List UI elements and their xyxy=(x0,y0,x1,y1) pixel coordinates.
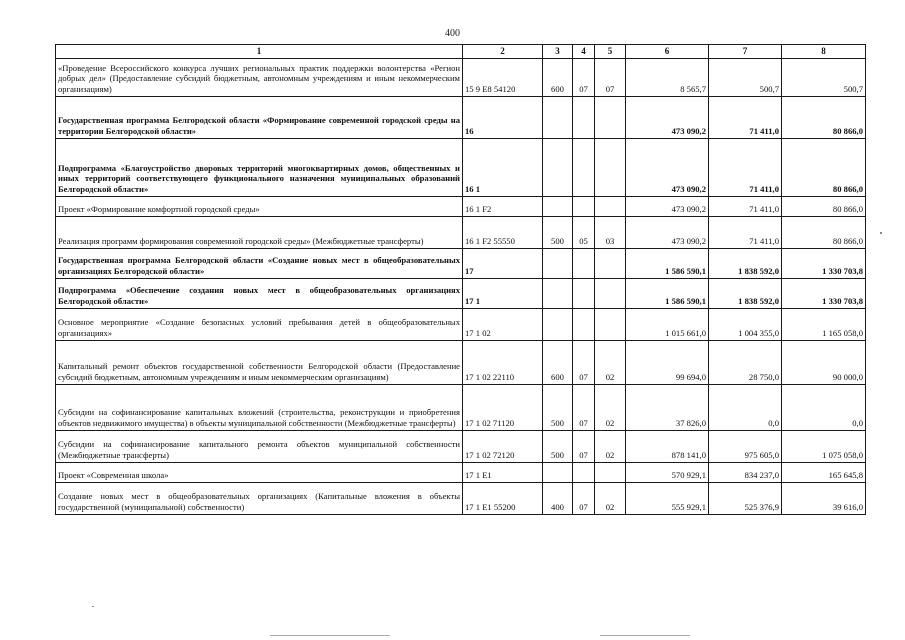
row-section: 07 xyxy=(573,384,595,430)
row-section: 07 xyxy=(573,482,595,514)
row-amount-year-2: 1 004 355,0 xyxy=(709,308,782,340)
header-col-5: 5 xyxy=(595,45,626,59)
row-amount-year-1: 37 826,0 xyxy=(626,384,709,430)
header-col-2: 2 xyxy=(463,45,543,59)
row-section: 05 xyxy=(573,216,595,248)
row-amount-year-1: 473 090,2 xyxy=(626,196,709,216)
row-description: Капитальный ремонт объектов государственной собственности Белгородской области (Предоставление субсидий бюджетным, автономным учреждениям и иным некоммерческим организациям) xyxy=(56,340,463,384)
row-amount-year-3: 1 330 703,8 xyxy=(782,248,866,278)
row-description: Основное мероприятие «Создание безопасных условий пребывания детей в общеобразовательных организациях» xyxy=(56,308,463,340)
row-description: Проект «Современная школа» xyxy=(56,462,463,482)
row-amount-year-3: 80 866,0 xyxy=(782,196,866,216)
row-amount-year-2: 28 750,0 xyxy=(709,340,782,384)
row-subsection xyxy=(595,138,626,196)
row-code: 16 1 F2 xyxy=(463,196,543,216)
row-amount-year-1: 555 929,1 xyxy=(626,482,709,514)
table-row xyxy=(56,216,866,248)
row-amount-year-1: 878 141,0 xyxy=(626,430,709,462)
row-amount-year-3: 80 866,0 xyxy=(782,138,866,196)
table-row xyxy=(56,138,866,196)
row-amount-year-1: 570 929,1 xyxy=(626,462,709,482)
row-code: 15 9 Е8 54120 xyxy=(463,58,543,96)
row-amount-year-2: 71 411,0 xyxy=(709,196,782,216)
row-subsection: 02 xyxy=(595,384,626,430)
row-expense-type xyxy=(543,96,573,138)
row-code: 17 1 02 xyxy=(463,308,543,340)
row-expense-type: 500 xyxy=(543,216,573,248)
header-col-4: 4 xyxy=(573,45,595,59)
row-code: 17 1 02 71120 xyxy=(463,384,543,430)
table-row xyxy=(56,482,866,514)
row-code: 17 1 E1 xyxy=(463,462,543,482)
row-section: 07 xyxy=(573,340,595,384)
page-number: 400 xyxy=(445,28,460,39)
row-subsection xyxy=(595,196,626,216)
row-amount-year-2: 0,0 xyxy=(709,384,782,430)
row-section xyxy=(573,138,595,196)
row-expense-type xyxy=(543,308,573,340)
row-amount-year-2: 834 237,0 xyxy=(709,462,782,482)
row-amount-year-2: 71 411,0 xyxy=(709,216,782,248)
row-amount-year-2: 525 376,9 xyxy=(709,482,782,514)
row-expense-type xyxy=(543,248,573,278)
table-row xyxy=(56,308,866,340)
table-row xyxy=(56,196,866,216)
row-expense-type: 400 xyxy=(543,482,573,514)
table-row xyxy=(56,462,866,482)
row-subsection xyxy=(595,462,626,482)
row-description: «Проведение Всероссийского конкурса лучших региональных практик поддержки волонтерства «Регион добрых дел» (Предоставление субсидий бюджетным, автономным учреждениям и иным некоммерческим организациям) xyxy=(56,58,463,96)
row-code: 17 xyxy=(463,248,543,278)
table-row xyxy=(56,96,866,138)
row-amount-year-1: 473 090,2 xyxy=(626,138,709,196)
header-col-6: 6 xyxy=(626,45,709,59)
row-amount-year-3: 1 165 058,0 xyxy=(782,308,866,340)
row-subsection xyxy=(595,96,626,138)
table-row xyxy=(56,430,866,462)
scan-dot xyxy=(92,606,94,607)
row-description: Реализация программ формирования современной городской среды» (Межбюджетные трансферты) xyxy=(56,216,463,248)
row-amount-year-2: 1 838 592,0 xyxy=(709,278,782,308)
row-expense-type: 600 xyxy=(543,58,573,96)
row-amount-year-1: 473 090,2 xyxy=(626,96,709,138)
row-section xyxy=(573,96,595,138)
row-amount-year-3: 0,0 xyxy=(782,384,866,430)
row-section xyxy=(573,248,595,278)
table-row xyxy=(56,340,866,384)
row-code: 16 1 F2 55550 xyxy=(463,216,543,248)
row-expense-type: 500 xyxy=(543,384,573,430)
row-amount-year-1: 473 090,2 xyxy=(626,216,709,248)
row-amount-year-2: 71 411,0 xyxy=(709,96,782,138)
scan-edge-line xyxy=(600,635,690,636)
row-description: Проект «Формирование комфортной городской среды» xyxy=(56,196,463,216)
row-subsection: 02 xyxy=(595,482,626,514)
row-description: Государственная программа Белгородской области «Формирование современной городской среды на территории Белгородской области» xyxy=(56,96,463,138)
row-amount-year-1: 1 586 590,1 xyxy=(626,278,709,308)
row-section xyxy=(573,308,595,340)
row-expense-type: 600 xyxy=(543,340,573,384)
row-expense-type xyxy=(543,278,573,308)
header-col-3: 3 xyxy=(543,45,573,59)
row-expense-type xyxy=(543,138,573,196)
row-description: Подпрограмма «Благоустройство дворовых территорий многоквартирных домов, общественных и иных территорий соответствующего функционального назначения муниципальных образований Белгородской области» xyxy=(56,138,463,196)
row-amount-year-2: 500,7 xyxy=(709,58,782,96)
row-section: 07 xyxy=(573,58,595,96)
row-amount-year-2: 71 411,0 xyxy=(709,138,782,196)
row-amount-year-3: 1 330 703,8 xyxy=(782,278,866,308)
table-row xyxy=(56,248,866,278)
row-subsection: 07 xyxy=(595,58,626,96)
row-expense-type: 500 xyxy=(543,430,573,462)
row-code: 17 1 E1 55200 xyxy=(463,482,543,514)
row-amount-year-1: 1 015 661,0 xyxy=(626,308,709,340)
row-description: Подпрограмма «Обеспечение создания новых мест в общеобразовательных организациях Белгородской области» xyxy=(56,278,463,308)
row-subsection xyxy=(595,248,626,278)
row-code: 17 1 02 22110 xyxy=(463,340,543,384)
row-amount-year-2: 1 838 592,0 xyxy=(709,248,782,278)
row-amount-year-1: 8 565,7 xyxy=(626,58,709,96)
row-description: Субсидии на софинансирование капитальных вложений (строительства, реконструкции и приобретения объектов недвижимого имущества) в объекты муниципальной собственности (Межбюджетные трансферты) xyxy=(56,384,463,430)
row-amount-year-2: 975 605,0 xyxy=(709,430,782,462)
row-amount-year-3: 80 866,0 xyxy=(782,96,866,138)
row-code: 16 xyxy=(463,96,543,138)
row-amount-year-1: 1 586 590,1 xyxy=(626,248,709,278)
row-amount-year-3: 39 616,0 xyxy=(782,482,866,514)
row-amount-year-1: 99 694,0 xyxy=(626,340,709,384)
row-amount-year-3: 1 075 058,0 xyxy=(782,430,866,462)
row-code: 17 1 xyxy=(463,278,543,308)
row-description: Государственная программа Белгородской области «Создание новых мест в общеобразовательных организациях Белгородской области» xyxy=(56,248,463,278)
row-amount-year-3: 500,7 xyxy=(782,58,866,96)
row-amount-year-3: 90 000,0 xyxy=(782,340,866,384)
row-description: Создание новых мест в общеобразовательных организациях (Капитальные вложения в объекты государственной (муниципальной) собственности) xyxy=(56,482,463,514)
table-row xyxy=(56,384,866,430)
row-subsection: 02 xyxy=(595,340,626,384)
row-description: Субсидии на софинансирование капитального ремонта объектов муниципальной собственности (Межбюджетные трансферты) xyxy=(56,430,463,462)
row-amount-year-3: 165 645,8 xyxy=(782,462,866,482)
row-expense-type xyxy=(543,462,573,482)
header-col-7: 7 xyxy=(709,45,782,59)
scan-dot xyxy=(880,232,882,234)
row-subsection xyxy=(595,308,626,340)
row-subsection: 03 xyxy=(595,216,626,248)
row-code: 17 1 02 72120 xyxy=(463,430,543,462)
header-row xyxy=(56,45,866,59)
row-subsection: 02 xyxy=(595,430,626,462)
row-section xyxy=(573,462,595,482)
row-code: 16 1 xyxy=(463,138,543,196)
header-col-1: 1 xyxy=(56,45,463,59)
budget-table xyxy=(55,44,866,515)
table-row xyxy=(56,58,866,96)
header-col-8: 8 xyxy=(782,45,866,59)
row-expense-type xyxy=(543,196,573,216)
row-section xyxy=(573,278,595,308)
row-section: 07 xyxy=(573,430,595,462)
table-row xyxy=(56,278,866,308)
row-subsection xyxy=(595,278,626,308)
row-amount-year-3: 80 866,0 xyxy=(782,216,866,248)
row-section xyxy=(573,196,595,216)
scan-edge-line xyxy=(270,635,390,636)
